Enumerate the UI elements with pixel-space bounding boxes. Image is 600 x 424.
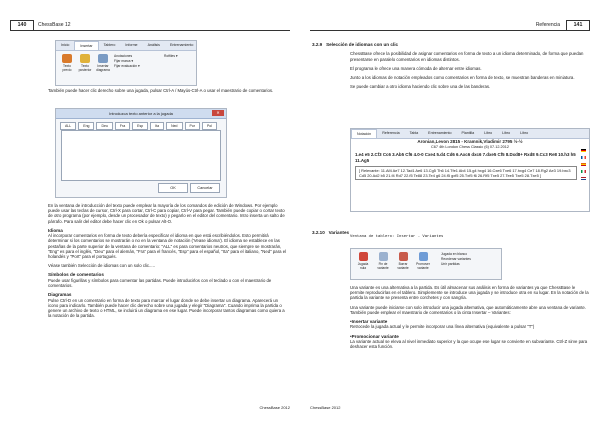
para-vease[interactable]: Véase también Selección de idiomas con un solo clic..... bbox=[48, 263, 156, 269]
right-header bbox=[310, 20, 590, 31]
ribbon-tab-entrenamiento[interactable]: Entrenamiento bbox=[169, 43, 194, 47]
null-move-icon bbox=[359, 252, 368, 261]
ribbon-tab-informe[interactable]: Informe bbox=[125, 43, 138, 47]
promote-variation-button[interactable]: Promover variante bbox=[415, 252, 431, 270]
variant-ribbon bbox=[350, 248, 502, 280]
heading-idioma: Idioma bbox=[48, 227, 63, 233]
reorder-variations-item[interactable]: Reordenar variantes bbox=[441, 257, 471, 261]
ribbon-tabs bbox=[56, 41, 196, 51]
text-before-icon bbox=[62, 54, 72, 63]
lang-tab-ita[interactable]: Ita bbox=[150, 122, 164, 130]
blank-move-item[interactable]: Jugada en blanco bbox=[441, 252, 468, 256]
right-footer: ChessBase 2012 bbox=[310, 405, 341, 410]
language-flags bbox=[581, 149, 586, 184]
right-page bbox=[300, 0, 600, 424]
set-evaluation-item[interactable]: Fijar evaluación ▾ bbox=[114, 64, 140, 68]
delete-variation-icon bbox=[399, 252, 408, 261]
book-tab-2[interactable]: Libro bbox=[502, 131, 511, 135]
para-idioma: Al incorporar comentarios en forma de texto debería especificar el idioma en que está escribiéndolos. Esto permitirá determinar si los comentarios se mostrarán o no en la ventana de notación ('Vease idioma'). El idioma se establece en las pestañas de la parte superior de la ventana de comentario: "ALL" es para comentarios neutros, que siempre se mostrarán, "Eng" es para el inglés, "Deu" para el alemán, "Fra" para el francés, "Esp" para el español, "Ita" para el italiano, "Ned" para el holandés y "Port" para el portugués. bbox=[48, 233, 287, 260]
merge-games-item[interactable]: Unir partidas bbox=[441, 262, 460, 266]
para-variantes-1: Una variante es una alternativa a la partida. Es útil almacenar sus análisis en forma de variantes ya que ChessBase le permite reproducirlas en el tablero. Simplemente se introduce una jugada y se introduce otra en su lugar. En la notación de la partida la variante se presenta entre corchetes y con sangría. bbox=[350, 285, 589, 301]
text-entry-dialog bbox=[55, 108, 227, 198]
bullet-insert-text: Retrocede la jugada actual y le permite incorporar una línea alternativa (equivalente a pulsar "T") bbox=[350, 324, 535, 330]
left-footer: ChessBase 2012 bbox=[259, 405, 290, 410]
game-event: C67 4th London Chess Classic (6) 07.12.2012 bbox=[431, 145, 509, 149]
notation-tabs bbox=[351, 129, 589, 139]
bullet-insert-variation: •Insertar variante bbox=[350, 319, 388, 325]
end-variation-icon bbox=[379, 252, 388, 261]
variation-block[interactable]: [ Relevante: 11.Af4 Ae7 12.Tad1 Ae6 13.Cg5 Th6 14.Tfe1 Ab4 15.g4 hxg4 16.Cxe6 Txe6 17.hxg4 Ce7 18.Rg2 Ae3 19.bxc3 Cd5 20.Ad2 b5 21.f4 Rd7 22.f5 Te88 23.Te4 g6 24.f5 gxf5 25.Txf5 f6 26.Rf5 Txe5 27.Tee5 Txe5 28.Txe5 ] bbox=[355, 166, 577, 180]
notation-tab[interactable]: Notación bbox=[351, 129, 377, 138]
text-after-button[interactable]: Texto posterior bbox=[78, 54, 92, 72]
delete-variation-button[interactable]: Borrar variante bbox=[395, 252, 411, 270]
lang-tab-por[interactable]: Por bbox=[185, 122, 200, 130]
training-tab[interactable]: Entrenamiento bbox=[428, 131, 452, 135]
comment-text-area[interactable] bbox=[61, 130, 221, 181]
para-329-1: ChessBase ofrece la posibilidad de asignar comentarios en forma de texto a un idioma determinado, de forma que puedan presentarse en paralelo comentarios en idiomas distintos. bbox=[350, 51, 584, 62]
left-page-number: 140 bbox=[10, 20, 34, 31]
para-329-3: Junto a los idiomas de notación empleados como comentarios en forma de texto, se muestran banderas en miniatura. bbox=[350, 75, 575, 81]
lang-tab-fra[interactable]: Fra bbox=[115, 122, 130, 130]
para-329-4: Se puede cambiar a otro idioma haciendo clic sobre una de las banderas. bbox=[350, 84, 491, 90]
left-running-title: ChessBase 12 bbox=[38, 22, 71, 28]
para-intro: También puede hacer clic derecho sobre una jugada, pulsar Ctrl-A / Mayús-Ctrl-A o usar el maestrario de comentarios. bbox=[48, 88, 274, 93]
path-label: Ventana de tablero: Insertar - Variantes bbox=[350, 235, 444, 240]
flag-ned-icon[interactable] bbox=[581, 177, 586, 180]
heading-3-2-9: 3.2.9 Selección de idiomas con un clic bbox=[312, 42, 399, 47]
heading-diagramas: Diagramas bbox=[48, 292, 72, 298]
lang-tab-deu[interactable]: Deu bbox=[96, 122, 112, 130]
dialog-title: Introduzca texto anterior a la jugada ✕ bbox=[56, 109, 226, 119]
heading-3-2-10: 3.2.10 Variantes bbox=[312, 230, 350, 235]
ribbon-tab-analisis[interactable]: Análisis bbox=[147, 43, 160, 47]
text-before-button[interactable]: Texto previo bbox=[60, 54, 74, 72]
ribbon-tab-inicio[interactable]: Inicio bbox=[61, 43, 70, 47]
para-329-2: El programa le ofrece una manera cómoda de alternar entre idiomas. bbox=[350, 65, 482, 71]
flag-deu-icon[interactable] bbox=[581, 149, 586, 152]
text-after-icon bbox=[80, 54, 90, 63]
heading-simbolos: Símbolos de comentarios bbox=[48, 272, 104, 278]
rotfiles-button[interactable]: Rotfiles ▾ bbox=[164, 54, 178, 58]
book-tab-3[interactable]: Libro bbox=[520, 131, 529, 135]
template-tab[interactable]: Plantilla bbox=[461, 131, 475, 135]
lang-tab-all[interactable]: ALL bbox=[60, 122, 76, 130]
bullet-promote-variation: •Promocionar variante bbox=[350, 333, 399, 339]
main-line-moves[interactable]: 1.e4 e5 2.Cf3 Cc6 3.Ab5 Cf6 4.0-0 Cxe4 5.d4 Cd6 6.Axc6 dxc6 7.dxe5 Cf5 8.Dxd8+ Rxd8 9.Cc3 Re8 10.h3 h5 11.Ag5 bbox=[355, 152, 576, 163]
flag-esp-icon[interactable] bbox=[581, 163, 586, 166]
book-tab[interactable]: Libro bbox=[484, 131, 493, 135]
lang-tab-esp[interactable]: Esp bbox=[132, 122, 148, 130]
null-move-button[interactable]: Jugada nula bbox=[355, 252, 371, 270]
lang-tab-ned[interactable]: Ned bbox=[166, 122, 182, 130]
end-variation-button[interactable]: Fin de variante bbox=[375, 252, 391, 270]
lang-tab-eng[interactable]: Eng bbox=[78, 122, 94, 130]
right-page-number: 141 bbox=[566, 20, 590, 31]
reference-tab[interactable]: Referencia bbox=[382, 131, 400, 135]
notation-screenshot bbox=[350, 128, 590, 212]
promote-variation-icon bbox=[419, 252, 428, 261]
ribbon-screenshot bbox=[55, 40, 197, 86]
ok-button[interactable]: OK bbox=[158, 183, 188, 193]
right-running-title: Referencia bbox=[535, 22, 560, 28]
flag-fra-icon[interactable] bbox=[581, 156, 586, 159]
ribbon-tab-insertar[interactable]: Insertar bbox=[74, 41, 98, 50]
lang-tab-pol[interactable]: Pol bbox=[202, 122, 217, 130]
insert-diagram-button[interactable]: Insertar diagrama bbox=[96, 54, 110, 72]
set-mark-item[interactable]: Fijar marca ▾ bbox=[114, 59, 134, 63]
para-editing: En la ventana de introducción del texto puede emplear la mayoría de los comandos de edición de Windows. Por ejemplo puede usar las teclas de cursor, Ctrl-X para cortar, Ctrl-C para copiar, Ctrl-V para pegar. También puede copiar o cortar texto de otro programa (por ejemplo, desde un procesador de texto) y pegarlo en el editor del comentario. Intro inserta un salto de párrafo. Para salir del editor debe hacer clic en Ok o pulsar Alt-O. bbox=[48, 203, 285, 224]
close-icon[interactable]: ✕ bbox=[212, 110, 224, 116]
para-simbolos: Puede usar figurillas y símbolos para comentar las partidas. Puede introducirlos con el teclado o con el maestrario de comentarios. bbox=[48, 277, 272, 289]
bullet-promote-text: La variante actual se eleva al nivel inmediato superior y la que ocupe ese lugar se convierte en subvariante. Ctrl-Z sirve para deshacer esta función. bbox=[350, 339, 588, 350]
para-diagramas: Pulse Ctrl-D en un comentario en forma de texto para marcar el lugar donde se debe insertar un diagrama. Aparecerá un icono para indicarlo. También puede hacer clic derecho sobre una jugada y elegir "Diagrama". Cuando imprima la partida o genere un archivo de texto o HTML, se incluirá un diagrama en ese lugar. Puede incorporar tantos diagramas como quiera a la notación de la partida. bbox=[48, 297, 285, 319]
annotations-item[interactable]: Anotaciones bbox=[114, 54, 133, 58]
cancel-button[interactable]: Cancelar bbox=[190, 183, 220, 193]
diagram-icon bbox=[98, 54, 108, 63]
para-variantes-2: Una variante puede iniciarse con solo introducir una jugada alternativa, que automáticamente abre una ventana de variante. También puede emplear el maestrario de comentarios o la cinta Insertar – Variantes: bbox=[350, 304, 587, 315]
table-tab[interactable]: Tabla bbox=[409, 131, 419, 135]
left-header bbox=[10, 20, 290, 31]
flag-ita-icon[interactable] bbox=[581, 170, 586, 173]
game-players: Aronian,Levon 2815 - Kramnik,Vladimir 2795 ½-½ bbox=[417, 139, 523, 144]
ribbon-tab-tablero[interactable]: Tablero bbox=[103, 43, 116, 47]
